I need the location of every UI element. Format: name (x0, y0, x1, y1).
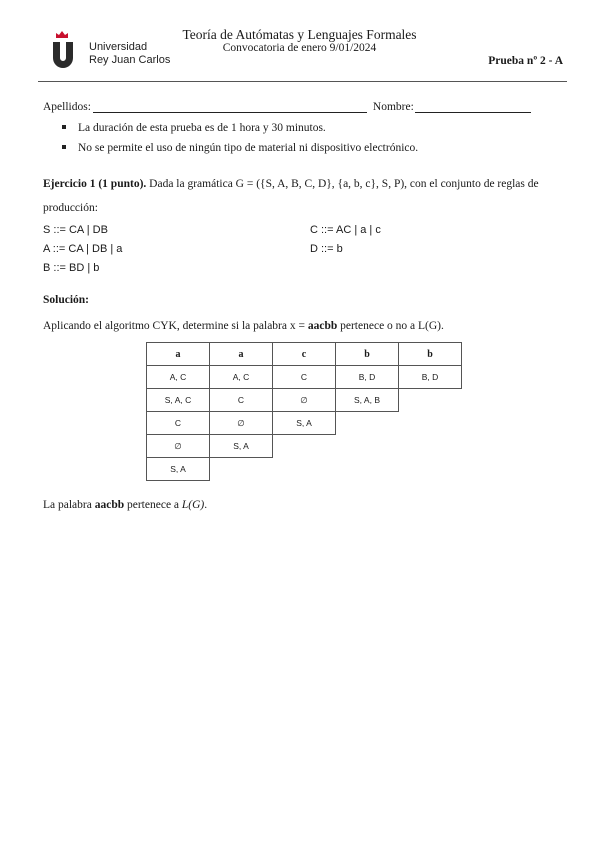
table-cell: ∅ (273, 389, 336, 412)
table-cell: C (210, 389, 273, 412)
table-row (147, 366, 462, 389)
table-cell: A, C (210, 366, 273, 389)
solution-answer (43, 499, 207, 511)
empty-cell (399, 389, 462, 412)
table-row (147, 435, 462, 458)
empty-cell (273, 458, 336, 481)
table-cell: ∅ (210, 412, 273, 435)
empty-cell (399, 412, 462, 435)
empty-cell (273, 435, 336, 458)
table-cell: C (147, 412, 210, 435)
bullet-icon (62, 145, 66, 149)
table-cell: S, A, B (336, 389, 399, 412)
university-line-2: Rey Juan Carlos (89, 54, 171, 66)
table-cell: B, D (336, 366, 399, 389)
exam-rules (62, 121, 418, 161)
answer-word: aacbb (94, 499, 125, 511)
list-item (62, 141, 418, 161)
name-field[interactable] (415, 101, 531, 113)
list-item (62, 121, 418, 141)
table-cell: S, A (210, 435, 273, 458)
surname-label: Apellidos: (43, 101, 91, 113)
university-line-1: Universidad (89, 41, 148, 53)
answer-text-middle: pertenece a (124, 499, 182, 511)
name-label: Nombre: (372, 101, 414, 113)
table-cell: B, D (399, 366, 462, 389)
empty-cell (336, 435, 399, 458)
exercise-heading: Ejercicio 1 (1 punto). (43, 178, 147, 190)
table-header-cell: a (147, 343, 210, 366)
table-cell: A, C (147, 366, 210, 389)
exercise-text: Dada la gramática G = ({S, A, B, C, D}, {a, b, c}, S, P), con el conjunto de reglas de producción: (43, 178, 539, 214)
rule-text: No se permite el uso de ningún tipo de material ni dispositivo electrónico. (78, 142, 419, 154)
production-rule: S ::= CA | DB (43, 224, 108, 236)
table-header-cell: b (336, 343, 399, 366)
header-divider (38, 81, 567, 82)
empty-cell (399, 435, 462, 458)
target-word: aacbb (307, 320, 338, 332)
table-row (147, 458, 462, 481)
student-info-line (43, 101, 531, 113)
question-text-start: Aplicando el algoritmo CYK, determine si la palabra x = (43, 320, 308, 332)
solution-question (43, 320, 444, 332)
solution-title: Solución: (43, 294, 90, 306)
exam-session: Convocatoria de enero 9/01/2024 (222, 42, 377, 54)
cyk-table (146, 342, 462, 481)
course-title: Teoría de Autómatas y Lenguajes Formales (182, 27, 417, 42)
table-row (147, 412, 462, 435)
empty-cell (336, 458, 399, 481)
table-row (147, 389, 462, 412)
answer-text-end: . (204, 499, 208, 511)
table-header-cell: c (273, 343, 336, 366)
production-rule: A ::= CA | DB | a (43, 243, 123, 255)
language-symbol: L(G) (181, 499, 205, 511)
answer-text-start: La palabra (43, 499, 95, 511)
grammar-rules-left (43, 223, 122, 280)
production-rule: D ::= b (310, 243, 343, 255)
empty-cell (399, 458, 462, 481)
surname-field[interactable] (93, 101, 367, 113)
table-cell: C (273, 366, 336, 389)
table-header-row (147, 343, 462, 366)
table-cell: ∅ (147, 435, 210, 458)
empty-cell (210, 458, 273, 481)
rule-text: La duración de esta prueba es de 1 hora y 30 minutos. (78, 122, 326, 134)
table-cell: S, A (147, 458, 210, 481)
exercise-statement (43, 172, 568, 220)
production-rule: C ::= AC | a | c (310, 224, 381, 236)
bullet-icon (62, 125, 66, 129)
empty-cell (336, 412, 399, 435)
grammar-rules-right (310, 223, 381, 261)
table-cell: S, A, C (147, 389, 210, 412)
question-text-end: pertenece o no a L(G). (337, 320, 444, 332)
production-rule: B ::= BD | b (43, 262, 100, 274)
table-cell: S, A (273, 412, 336, 435)
table-header-cell: a (210, 343, 273, 366)
test-label: Prueba nº 2 - A (488, 55, 563, 67)
table-header-cell: b (399, 343, 462, 366)
